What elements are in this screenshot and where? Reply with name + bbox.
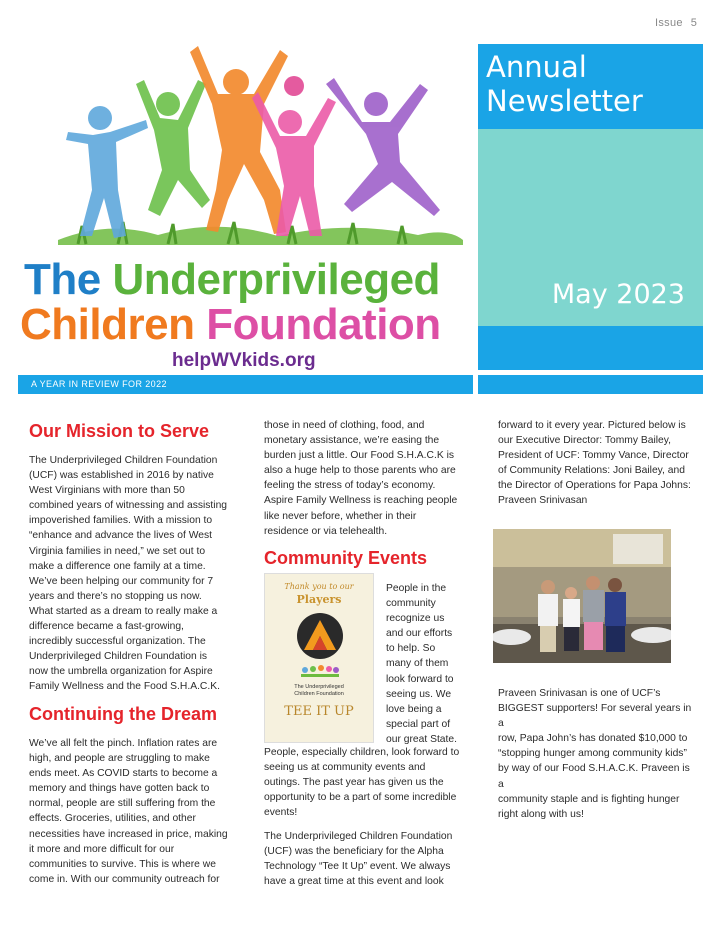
pictured-line: the Director of Operations for Papa Johns: xyxy=(498,480,691,492)
title-box xyxy=(478,44,703,129)
org-name-line2 xyxy=(20,300,441,350)
events-side-line: People in the xyxy=(386,583,447,594)
dream-line: necessities have increased in price, making xyxy=(29,828,228,840)
tee-it-up-card-image xyxy=(264,573,374,743)
outreach-line: Aspire Family Wellness is reaching people xyxy=(264,495,458,507)
child-figure-blue xyxy=(66,106,148,238)
events-line: People, especially children, look forward to xyxy=(264,747,460,758)
newsletter-title-line1: Annual xyxy=(486,50,587,84)
praveen-line: community staple and is fighting hunger xyxy=(498,793,680,805)
events-side-line: look forward to xyxy=(386,673,454,685)
alpha-logo-icon xyxy=(296,612,344,660)
mission-line: West Virginians with more than 50 xyxy=(29,485,185,497)
mission-line: incredibly successful organization. The xyxy=(29,636,206,648)
issue-date: May 2023 xyxy=(551,279,685,310)
events-side-line: love being a xyxy=(386,703,442,715)
mission-heading: Our Mission to Serve xyxy=(29,421,210,441)
events-line: events! xyxy=(264,807,298,819)
outreach-line: burden just a little. Our Food S.H.A.C.K is xyxy=(264,450,454,462)
dream-line: ends meet. As COVID starts to become a xyxy=(29,768,218,780)
events-line: seeing us at community events and xyxy=(264,762,426,774)
banner-bar xyxy=(18,375,473,394)
dream-line: it more and more difficult for our xyxy=(29,843,175,855)
praveen-line: row, Papa John’s has donated $10,000 to xyxy=(498,733,688,745)
pictured-line: President of UCF: Tommy Vance, Director xyxy=(498,450,689,462)
events-side-line: recognize us xyxy=(386,613,445,625)
outreach-line: feeling the stress of today’s economy. xyxy=(264,480,436,492)
outreach-line: monetary assistance, we’re easing the xyxy=(264,435,440,447)
org-name-line1 xyxy=(24,255,440,305)
events-side-line: and our efforts xyxy=(386,628,453,640)
ball-icon xyxy=(284,76,304,96)
banner-text: A YEAR IN REVIEW FOR 2022 xyxy=(31,379,167,389)
dream-line: normal, people are still suffering from the xyxy=(29,798,216,810)
newsletter-title-line2: Newsletter xyxy=(486,84,643,118)
mission-line: “enhance and advance the lives of West xyxy=(29,530,212,542)
mission-body xyxy=(29,453,229,695)
tee-it-up-line: have a great time at this event and look xyxy=(264,876,444,888)
events-heading: Community Events xyxy=(264,548,428,568)
issue-label xyxy=(655,17,697,29)
mission-line: (UCF) was established in 2016 by native xyxy=(29,470,214,482)
events-side-line: our great State. xyxy=(386,733,457,745)
pictured-line: Praveen Srinivasan xyxy=(498,495,588,507)
mission-line: impoverished families. With a mission to xyxy=(29,515,213,527)
card-thanks-text: Thank you to our xyxy=(284,582,354,591)
praveen-line: by way of our Food S.H.A.C.K. Praveen is a xyxy=(498,763,690,790)
events-side-line: to help. So xyxy=(386,643,436,655)
praveen-line: right along with us! xyxy=(498,808,584,820)
mission-line: Underprivileged Children Foundation is xyxy=(29,651,208,663)
org-name-the: The xyxy=(24,255,101,304)
pictured-body xyxy=(498,418,693,509)
ucf-mini-logo-icon xyxy=(299,664,341,682)
tee-it-up-line: The Underprivileged Children Foundation xyxy=(264,831,453,842)
events-side-line: special part of xyxy=(386,718,451,730)
org-name-foundation: Foundation xyxy=(206,300,441,349)
mission-line: make a difference one family at a time. xyxy=(29,560,206,572)
events-line: outings. The past year has given us the xyxy=(264,777,444,789)
outreach-body xyxy=(264,418,460,539)
praveen-body xyxy=(498,686,693,822)
events-line: opportunity to be a part of some incredible xyxy=(264,792,457,804)
outreach-line: like never before, whether in their xyxy=(264,510,417,522)
outreach-line: also a huge help to those parents who are xyxy=(264,465,456,477)
title-box-footer xyxy=(478,326,703,370)
issue-number: 5 xyxy=(690,17,698,29)
events-side-line: many of them xyxy=(386,658,449,670)
mission-line: years and there’s no stopping us now. xyxy=(29,590,202,602)
mission-line: Family Wellness and the Food S.H.A.C.K. xyxy=(29,681,220,693)
mission-line: The Underprivileged Children Foundation xyxy=(29,455,218,466)
dream-line: high, and people are struggling to make xyxy=(29,753,210,765)
praveen-line: Praveen Srinivasan is one of UCF’s xyxy=(498,688,661,699)
children-jumping-illustration xyxy=(48,40,468,255)
pictured-line: of Community Relations: Joni Bailey, and xyxy=(498,465,685,477)
mission-line: difference became a fast-growing, xyxy=(29,621,184,633)
dream-line: communities to survive. This is where we xyxy=(29,858,216,870)
pictured-line: our Executive Director: Tommy Bailey, xyxy=(498,435,672,447)
mission-line: combined years of witnessing and assisting xyxy=(29,500,228,512)
dream-line: come in. With our community outreach for xyxy=(29,873,220,885)
dream-heading: Continuing the Dream xyxy=(29,704,217,724)
issue-text: Issue xyxy=(655,17,683,29)
dream-line: effects. Groceries, utilities, and other xyxy=(29,813,196,825)
events-body xyxy=(264,745,460,820)
tee-it-up-line: Technology “Tee It Up” event. We always xyxy=(264,861,451,873)
pictured-line: forward to it every year. Pictured below is xyxy=(498,420,686,431)
events-side-line: community xyxy=(386,598,436,610)
card-org-line: The Underprivileged xyxy=(294,684,344,690)
group-photo xyxy=(493,529,671,663)
mission-line: What started as a dream to really make a xyxy=(29,605,218,617)
mission-line: Virginia families in need,” we set out to xyxy=(29,545,206,557)
tee-it-up-body xyxy=(264,829,460,889)
org-name-children: Children xyxy=(20,300,195,349)
praveen-line: BIGGEST supporters! For several years in a xyxy=(498,703,692,730)
outreach-line: those in need of clothing, food, and xyxy=(264,420,425,431)
mission-line: now the umbrella organization for Aspire xyxy=(29,666,213,678)
dream-line: We’ve all felt the pinch. Inflation rates are xyxy=(29,738,218,749)
card-tee-it-up: TEE IT UP xyxy=(284,704,354,719)
child-figure-purple xyxy=(326,78,440,216)
date-box xyxy=(478,129,703,326)
org-name-underprivileged: Underprivileged xyxy=(112,255,440,304)
website-link[interactable]: helpWVkids.org xyxy=(172,350,316,371)
dream-line: memory and things have gotten back to xyxy=(29,783,210,795)
praveen-line: “stopping hunger among community kids” xyxy=(498,748,687,760)
dream-body xyxy=(29,736,229,887)
child-figure-green xyxy=(136,80,210,216)
events-side-line: seeing us. We xyxy=(386,688,452,700)
mission-line: We’ve been helping our community for 7 xyxy=(29,575,214,587)
outreach-line: residence or via telehealth. xyxy=(264,525,388,537)
tee-it-up-line: (UCF) was the beneficiary for the Alpha xyxy=(264,846,444,858)
events-side-text xyxy=(386,581,466,747)
card-players-text: Players xyxy=(296,593,342,606)
card-org-name xyxy=(265,684,373,698)
banner-bar-right xyxy=(478,375,703,394)
card-org-line: Children Foundation xyxy=(294,691,344,697)
